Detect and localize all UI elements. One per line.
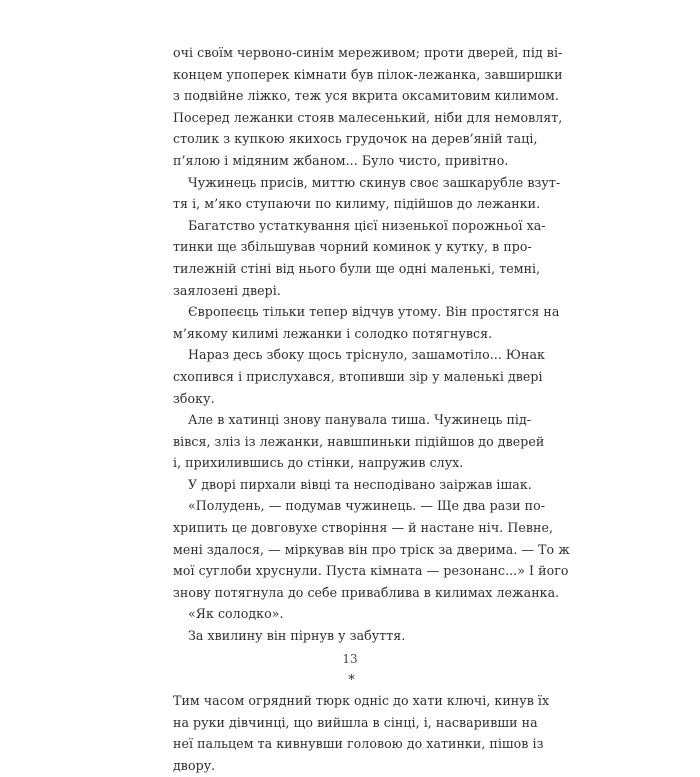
text-line: на руки дівчинці, що вийшла в сінці, і, насваривши на	[173, 714, 538, 730]
section-separator-asterisk: *	[348, 671, 355, 687]
text-line: мої суглоби хруснули. Пуста кімната — резонанс...» І його	[173, 563, 569, 579]
text-line: тя і, м’яко ступаючи по килиму, підійшов до лежанки.	[173, 196, 541, 212]
text-line: столик з купкою якихось грудочок на дерев’яній таці,	[173, 131, 538, 147]
text-line: м’якому килимі лежанки і солодко потягнувся.	[173, 325, 493, 341]
text-line: хрипить це довговухе створіння — й настане ніч. Певне,	[173, 520, 554, 536]
text-line: У дворі пирхали вівці та несподівано заіржав ішак.	[188, 476, 532, 492]
text-line: заялозені двері.	[173, 282, 281, 298]
text-line: Тим часом огрядний тюрк одніс до хати ключі, кинув їх	[173, 693, 550, 709]
text-line: Нараз десь збоку щось тріснуло, зашамотіло... Юнак	[188, 347, 545, 363]
text-line: збоку.	[173, 390, 215, 406]
text-line: неї пальцем та кивнувши головою до хатинки, пішов із	[173, 736, 544, 752]
text-line: очі своїм червоно-синім мереживом; проти дверей, під ві-	[173, 45, 563, 60]
book-page-body	[173, 42, 570, 777]
text-line: тилежній стіні від нього були ще одні маленькі, темні,	[173, 260, 541, 276]
page-number: 13	[342, 652, 358, 666]
text-line: тинки ще збільшував чорний коминок у кутку, в про-	[173, 239, 532, 255]
text-line: Посеред лежанки стояв малесенький, ніби для немовлят,	[173, 109, 563, 125]
text-line: двору.	[173, 758, 216, 773]
text-line: знову потягнула до себе приваблива в килимах лежанка.	[173, 584, 560, 600]
text-line: Чужинець присів, миттю скинув своє зашкарубле взут-	[188, 174, 561, 190]
text-line: вівся, зліз із лежанки, навшпиньки підійшов до дверей	[173, 433, 545, 449]
text-line: Але в хатинці знову панувала тиша. Чужинець під-	[188, 412, 532, 428]
text-block-main	[173, 42, 570, 647]
text-line: схопився і прислухався, втопивши зір у маленькі двері	[173, 368, 543, 384]
text-line: мені здалося, — міркував він про тріск за дверима. — То ж	[173, 541, 570, 557]
text-line: Багатство устаткування цієї низенької порожньої ха-	[188, 217, 546, 233]
text-line: концем упоперек кімнати був пілок-лежанка, завширшки	[173, 66, 563, 82]
text-block-after-separator	[173, 690, 550, 776]
text-line: і, прихилившись до стінки, напружив слух.	[173, 455, 464, 471]
text-line: п’ялою і мідяним жбаном... Було чисто, привітно.	[173, 152, 509, 168]
text-line: Європеєць тільки тепер відчув утому. Він простягся на	[188, 304, 560, 320]
text-line: За хвилину він пірнув у забуття.	[188, 628, 406, 644]
text-line: з подвійне ліжко, теж уся вкрита оксамитовим килимом.	[173, 88, 559, 104]
text-line: «Полудень, — подумав чужинець. — Ще два рази по-	[188, 498, 546, 514]
text-line: «Як солодко».	[188, 606, 284, 622]
